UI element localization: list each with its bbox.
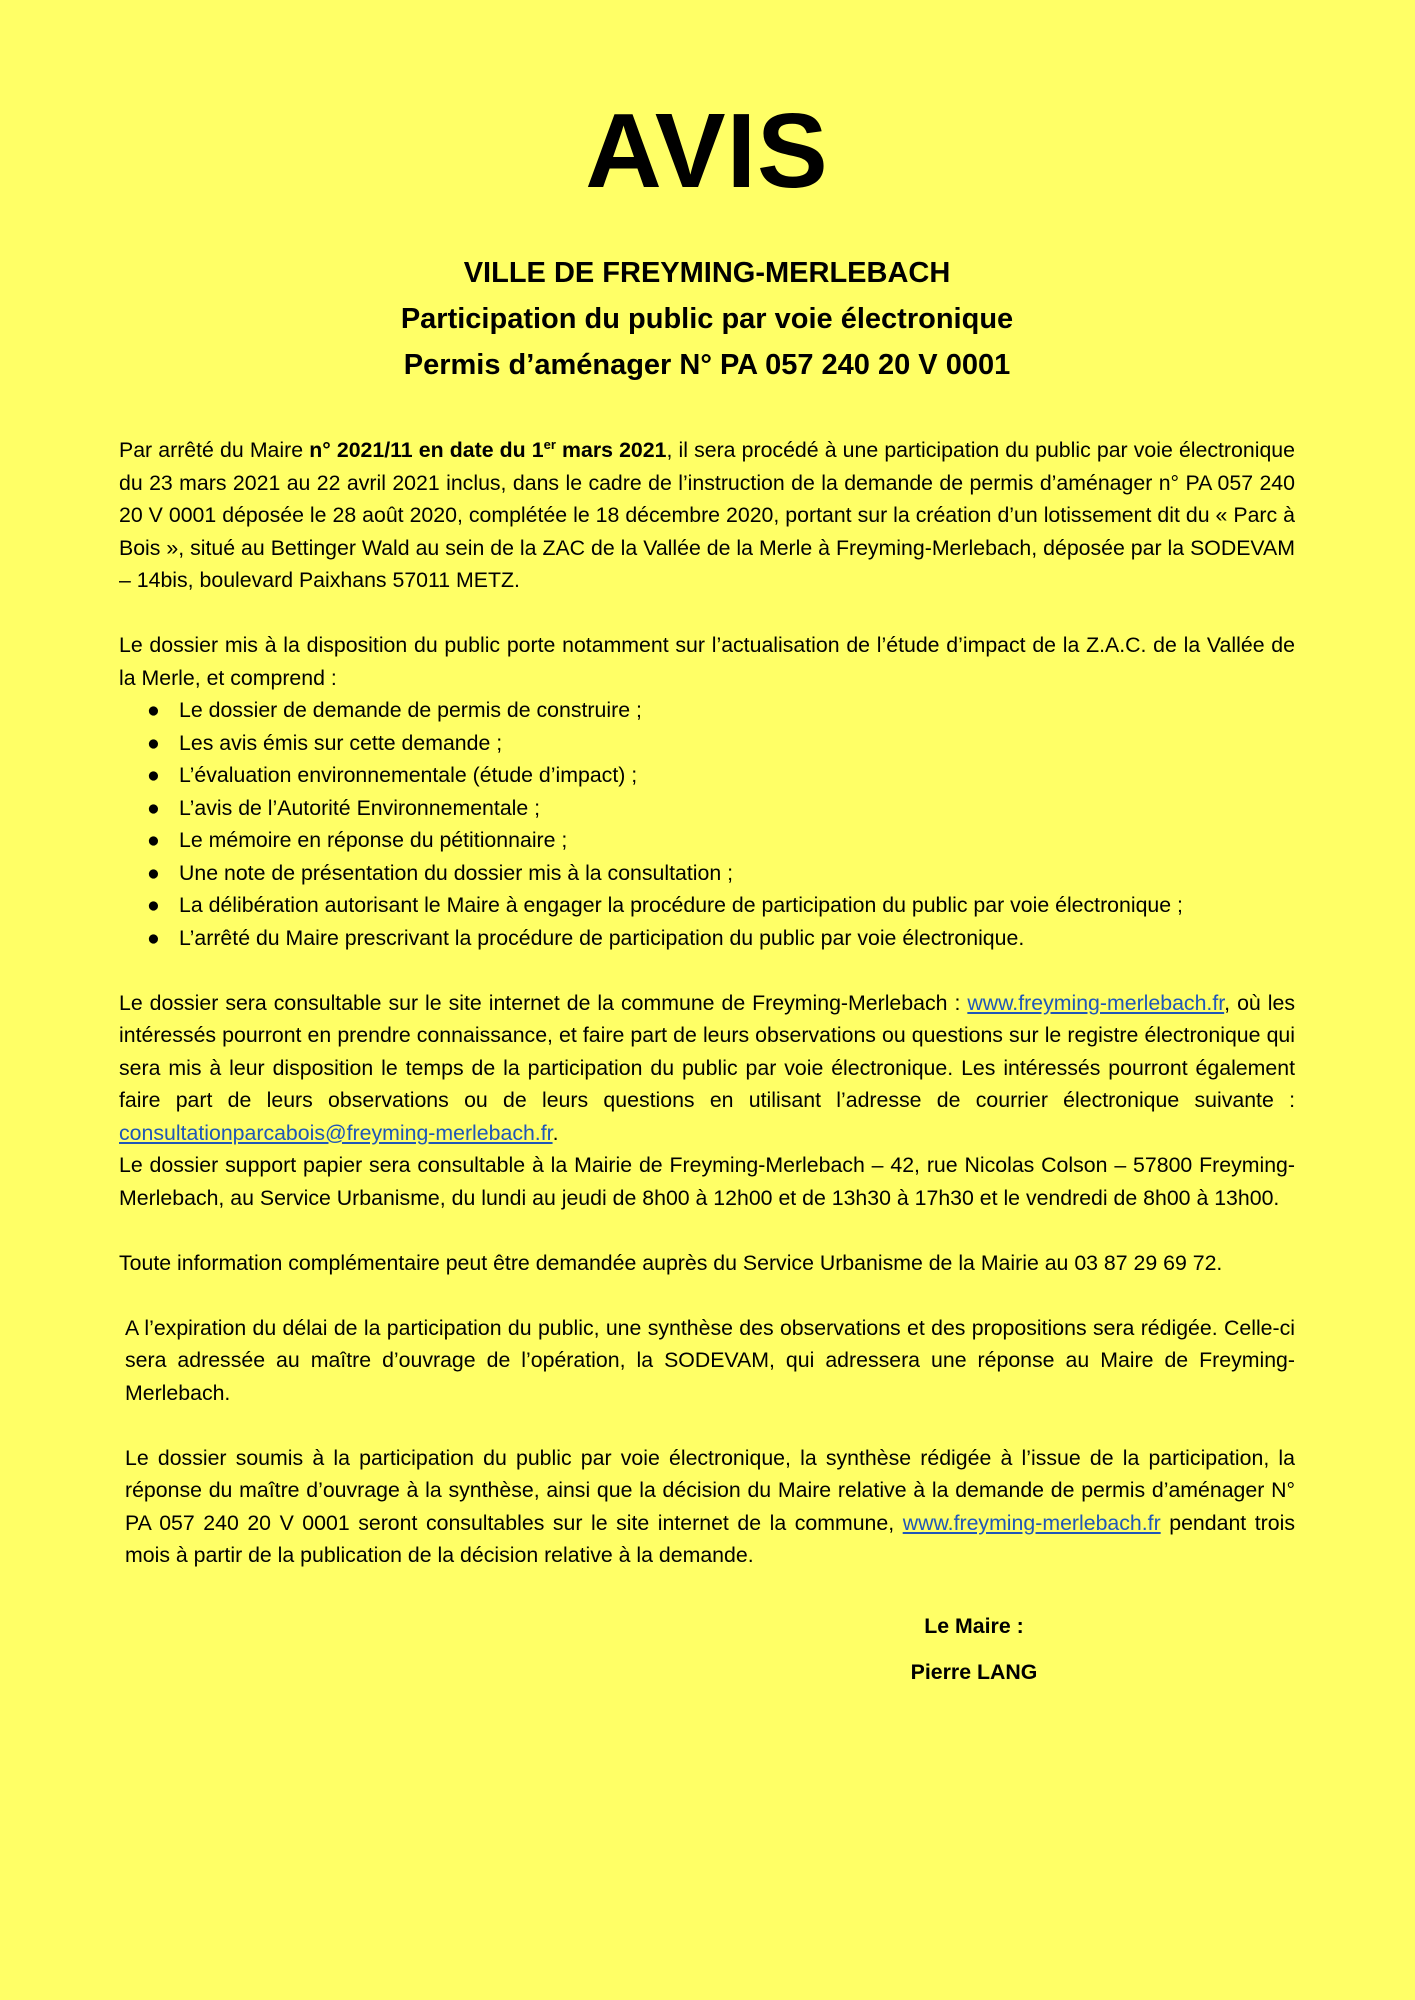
heading-permit: Permis d’aménager N° PA 057 240 20 V 0001 xyxy=(403,349,1011,381)
dossier-item xyxy=(147,759,1295,792)
dossier-item-text: L’évaluation environnementale (étude d’impact) ; xyxy=(179,763,638,787)
paragraph-decree xyxy=(119,434,1295,597)
bullet-icon: ● xyxy=(147,698,160,722)
dossier-item xyxy=(147,857,1295,890)
dossier-item-text: Le dossier de demande de permis de construire ; xyxy=(179,698,642,722)
dossier-item xyxy=(147,792,1295,825)
notice-title: AVIS xyxy=(585,92,829,210)
paragraph-publication xyxy=(119,1442,1295,1572)
dossier-item xyxy=(147,824,1295,857)
signature-title: Le Maire : xyxy=(924,1613,1024,1638)
decree-rest: , il sera procédé à une participation du public par voie électronique du 23 mars 2021 au 22 avril 2021 inclus, dans le cadre de l’instruction de la demande de permis d’aménager n° PA 057 240 20 V 0001 déposée le 28 août 2020, complétée le 18 décembre 2020, portant sur la création d’un lotissement dit du « Parc à Bois », situé au Bettinger Wald au sein de la ZAC de la Vallée de la Merle à Freyming-Merlebach, déposée par la SODEVAM – 14bis, boulevard Paixhans 57011 METZ. xyxy=(119,438,1295,592)
dossier-item-text: L’avis de l’Autorité Environnementale ; xyxy=(179,795,541,820)
publication-end: pendant trois mois à partir de la publication de la décision relative à la demande. xyxy=(125,1510,1295,1567)
signature-name: Pierre LANG xyxy=(910,1659,1038,1684)
dossier-item xyxy=(147,727,1295,760)
dossier-item-text: La délibération autorisant le Maire à engager la procédure de participation du public par voie électronique ; xyxy=(179,893,1183,917)
consultation-lead: Le dossier sera consultable sur le site internet de la commune de Freyming-Merlebach : xyxy=(119,990,968,1015)
bullet-icon: ● xyxy=(147,763,160,787)
paragraph-consultation: Le dossier sera consultable sur le site internet de la commune de Freyming-Merlebach : www.freyming-merlebach.fr, où les intéressés pourront en prendre connaissance, et faire part de leurs observations ou questions sur le registre électronique qui sera mis à leur disposition le temps de la participation du public par voie électronique. Les intéressés pourront également faire part de leurs observations ou de leurs questions en utilisant l’adresse de courrier électronique suivante : consultationparcabois@freyming-merlebach.fr. xyxy=(119,990,1295,1145)
bullet-icon: ● xyxy=(147,893,160,917)
bullet-icon: ● xyxy=(147,925,160,950)
decree-lead: Par arrêté du Maire xyxy=(119,438,310,462)
paragraph-information: Toute information complémentaire peut être demandée auprès du Service Urbanisme de la Mairie au 03 87 29 69 72. xyxy=(119,1250,1223,1275)
bullet-icon: ● xyxy=(147,730,160,755)
dossier-item xyxy=(147,889,1295,922)
bullet-icon: ● xyxy=(147,828,160,852)
website-link[interactable]: www.freyming-merlebach.fr xyxy=(967,990,1225,1015)
email-link[interactable]: consultationparcabois@freyming-merlebach.fr xyxy=(119,1120,553,1145)
dossier-item xyxy=(147,694,1295,727)
dossier-item xyxy=(147,922,1295,955)
dossier-item-text: Le mémoire en réponse du pétitionnaire ; xyxy=(179,828,568,852)
dossier-item-text: Une note de présentation du dossier mis à la consultation ; xyxy=(179,860,734,885)
dossier-contents-list xyxy=(119,694,1295,954)
publication-lead: Le dossier soumis à la participation du public par voie électronique, la synthèse rédigée à l’issue de la participation, la réponse du maître d’ouvrage à la synthèse, ainsi que la décision du Maire relative à la demande de permis d’aménager N° PA 057 240 20 V 0001 seront consultables sur le site internet de la commune, xyxy=(125,1445,1295,1535)
heading-subject: Participation du public par voie électronique xyxy=(400,303,1014,335)
dossier-item-text: Les avis émis sur cette demande ; xyxy=(179,730,503,755)
heading-town: VILLE DE FREYMING-MERLEBACH xyxy=(463,257,951,289)
notice-headings xyxy=(119,250,1295,388)
bullet-icon: ● xyxy=(147,860,160,885)
website-link-2[interactable]: www.freyming-merlebach.fr xyxy=(902,1510,1161,1535)
decree-number: n° 2021/11 en date du 1er mars 2021 xyxy=(309,436,667,462)
paragraph-paper-dossier: Le dossier support papier sera consultable à la Mairie de Freyming-Merlebach – 42, rue Nicolas Colson – 57800 Freyming-Merlebach, au Service Urbanisme, du lundi au jeudi de 8h00 à 12h00 et de 13h30 à 17h30 et le vendredi de 8h00 à 13h00. xyxy=(119,1153,1295,1210)
decree-sup: er xyxy=(543,436,556,452)
bullet-icon: ● xyxy=(147,795,160,820)
consultation-mid: , où les intéressés pourront en prendre connaissance, et faire part de leurs observations ou questions sur le registre électronique qui sera mis à leur disposition le temps de la participation du public par voie électronique. Les intéressés pourront également faire part de leurs observations ou de leurs questions en utilisant l’adresse de courrier électronique suivante : xyxy=(119,990,1295,1112)
paragraph-synthesis: A l’expiration du délai de la participation du public, une synthèse des observations et des propositions sera rédigée. Celle-ci sera adressée au maître d’ouvrage de l’opération, la SODEVAM, qui adressera une réponse au Maire de Freyming-Merlebach. xyxy=(125,1315,1295,1405)
dossier-item-text: L’arrêté du Maire prescrivant la procédure de participation du public par voie électronique. xyxy=(179,925,1025,950)
paragraph-dossier: Le dossier mis à la disposition du public porte notamment sur l’actualisation de l’étude d’impact de la Z.A.C. de la Vallée de la Merle, et comprend : xyxy=(119,633,1295,690)
